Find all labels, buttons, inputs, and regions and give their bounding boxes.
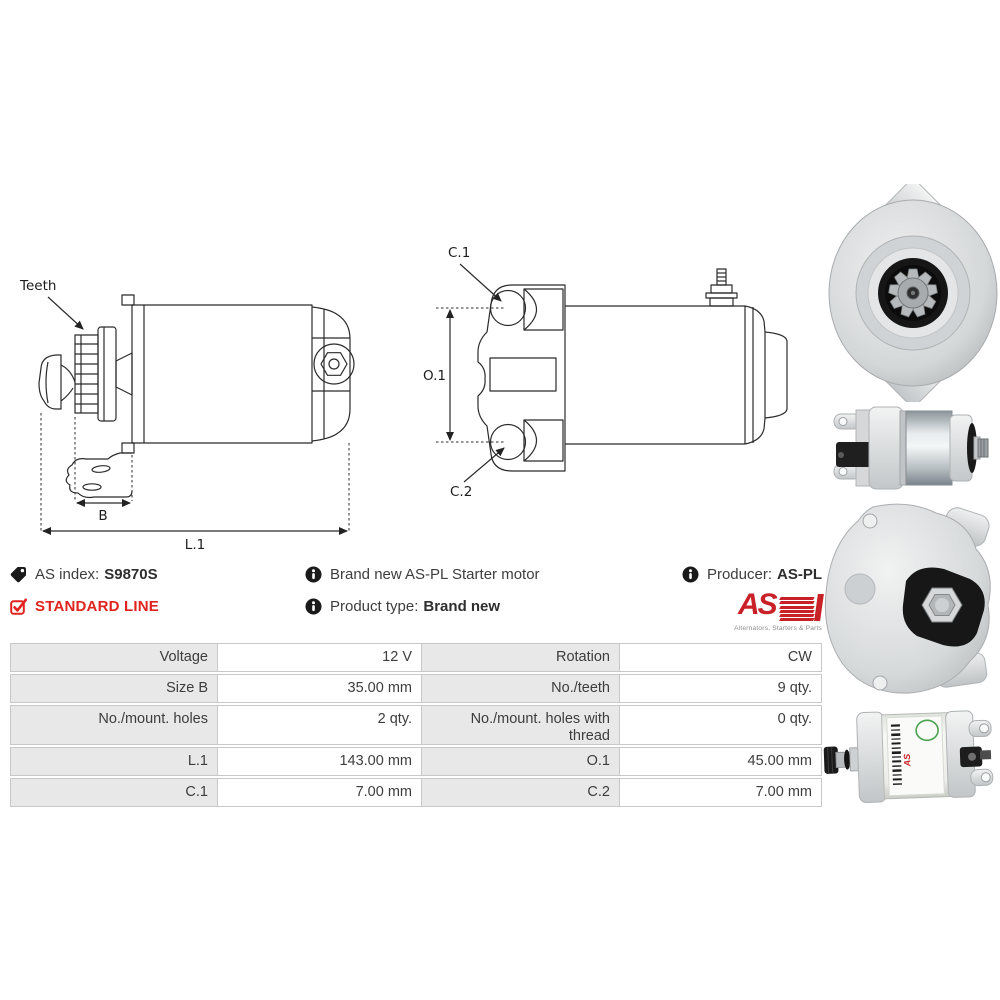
spec-value: 2 qty. [218, 705, 422, 745]
info-icon [305, 566, 322, 583]
producer-label: Producer: [706, 565, 772, 583]
spline-shaft [978, 439, 988, 457]
technical-drawing-flange-view [420, 233, 808, 505]
dim-c2-label: C.2 [450, 484, 473, 500]
technical-drawing-side-view [8, 243, 360, 555]
spec-label: Voltage [10, 643, 218, 672]
producer-line [682, 564, 822, 584]
motor-outline [39, 295, 354, 531]
description-line [305, 564, 605, 584]
product-info-bar [10, 564, 822, 638]
tag-icon [10, 566, 27, 583]
label-as-logo: AS [901, 753, 913, 767]
motor-cylinder [906, 411, 952, 485]
mount-hole-top [863, 514, 877, 528]
spec-table [10, 643, 822, 807]
dim-o1-label: O.1 [423, 368, 446, 384]
product-type-value: Brand new [423, 597, 501, 615]
logo-text: AS [738, 588, 776, 621]
description-text: Brand new AS-PL Starter motor [330, 565, 540, 583]
spec-label: No./teeth [422, 674, 620, 703]
spec-value: 0 qty. [620, 705, 822, 745]
spec-value: 35.00 mm [218, 674, 422, 703]
dim-c1-label: C.1 [448, 245, 471, 261]
spec-value: 9 qty. [620, 674, 822, 703]
checkbox-icon [10, 598, 27, 615]
product-type-line [305, 596, 605, 616]
spec-label: C.2 [422, 778, 620, 807]
spec-label: L.1 [10, 747, 218, 776]
logo-stripes [780, 597, 814, 621]
spec-label: Size B [10, 674, 218, 703]
dim-l1-label: L.1 [184, 537, 206, 553]
motor-outline [436, 264, 787, 482]
spec-value: 143.00 mm [218, 747, 422, 776]
photo-rear-view [818, 497, 1000, 703]
photo-side-view-labeled [822, 700, 994, 812]
standard-line-label: STANDARD LINE [35, 597, 159, 615]
spec-value: 12 V [218, 643, 422, 672]
spec-label: No./mount. holes [10, 705, 218, 745]
teeth-label: Teeth [20, 278, 57, 294]
info-icon [682, 566, 699, 583]
dim-b-label: B [98, 508, 108, 524]
photo-side-view [832, 398, 990, 498]
as-pl-logo [734, 588, 822, 632]
spec-value: 45.00 mm [620, 747, 822, 776]
front-housing [869, 407, 903, 489]
spec-value: CW [620, 643, 822, 672]
logo-tagline: Alternators, Starters & Parts [734, 625, 822, 632]
spec-label: No./mount. holes with thread [422, 705, 620, 745]
as-index-line [10, 564, 305, 584]
spec-label: C.1 [10, 778, 218, 807]
spec-value: 7.00 mm [218, 778, 422, 807]
spec-label: O.1 [422, 747, 620, 776]
spec-value: 7.00 mm [620, 778, 822, 807]
standard-line [10, 596, 305, 616]
spec-label: Rotation [422, 643, 620, 672]
photo-front-view [826, 184, 1000, 402]
product-type-label: Product type: [330, 597, 419, 615]
mount-hole-bottom [873, 676, 887, 690]
mount-hole-c1 [491, 291, 526, 326]
as-index-label: AS index: [35, 565, 100, 583]
as-index-value: S9870S [104, 565, 158, 583]
producer-value: AS-PL [777, 565, 822, 583]
info-icon [305, 598, 322, 615]
